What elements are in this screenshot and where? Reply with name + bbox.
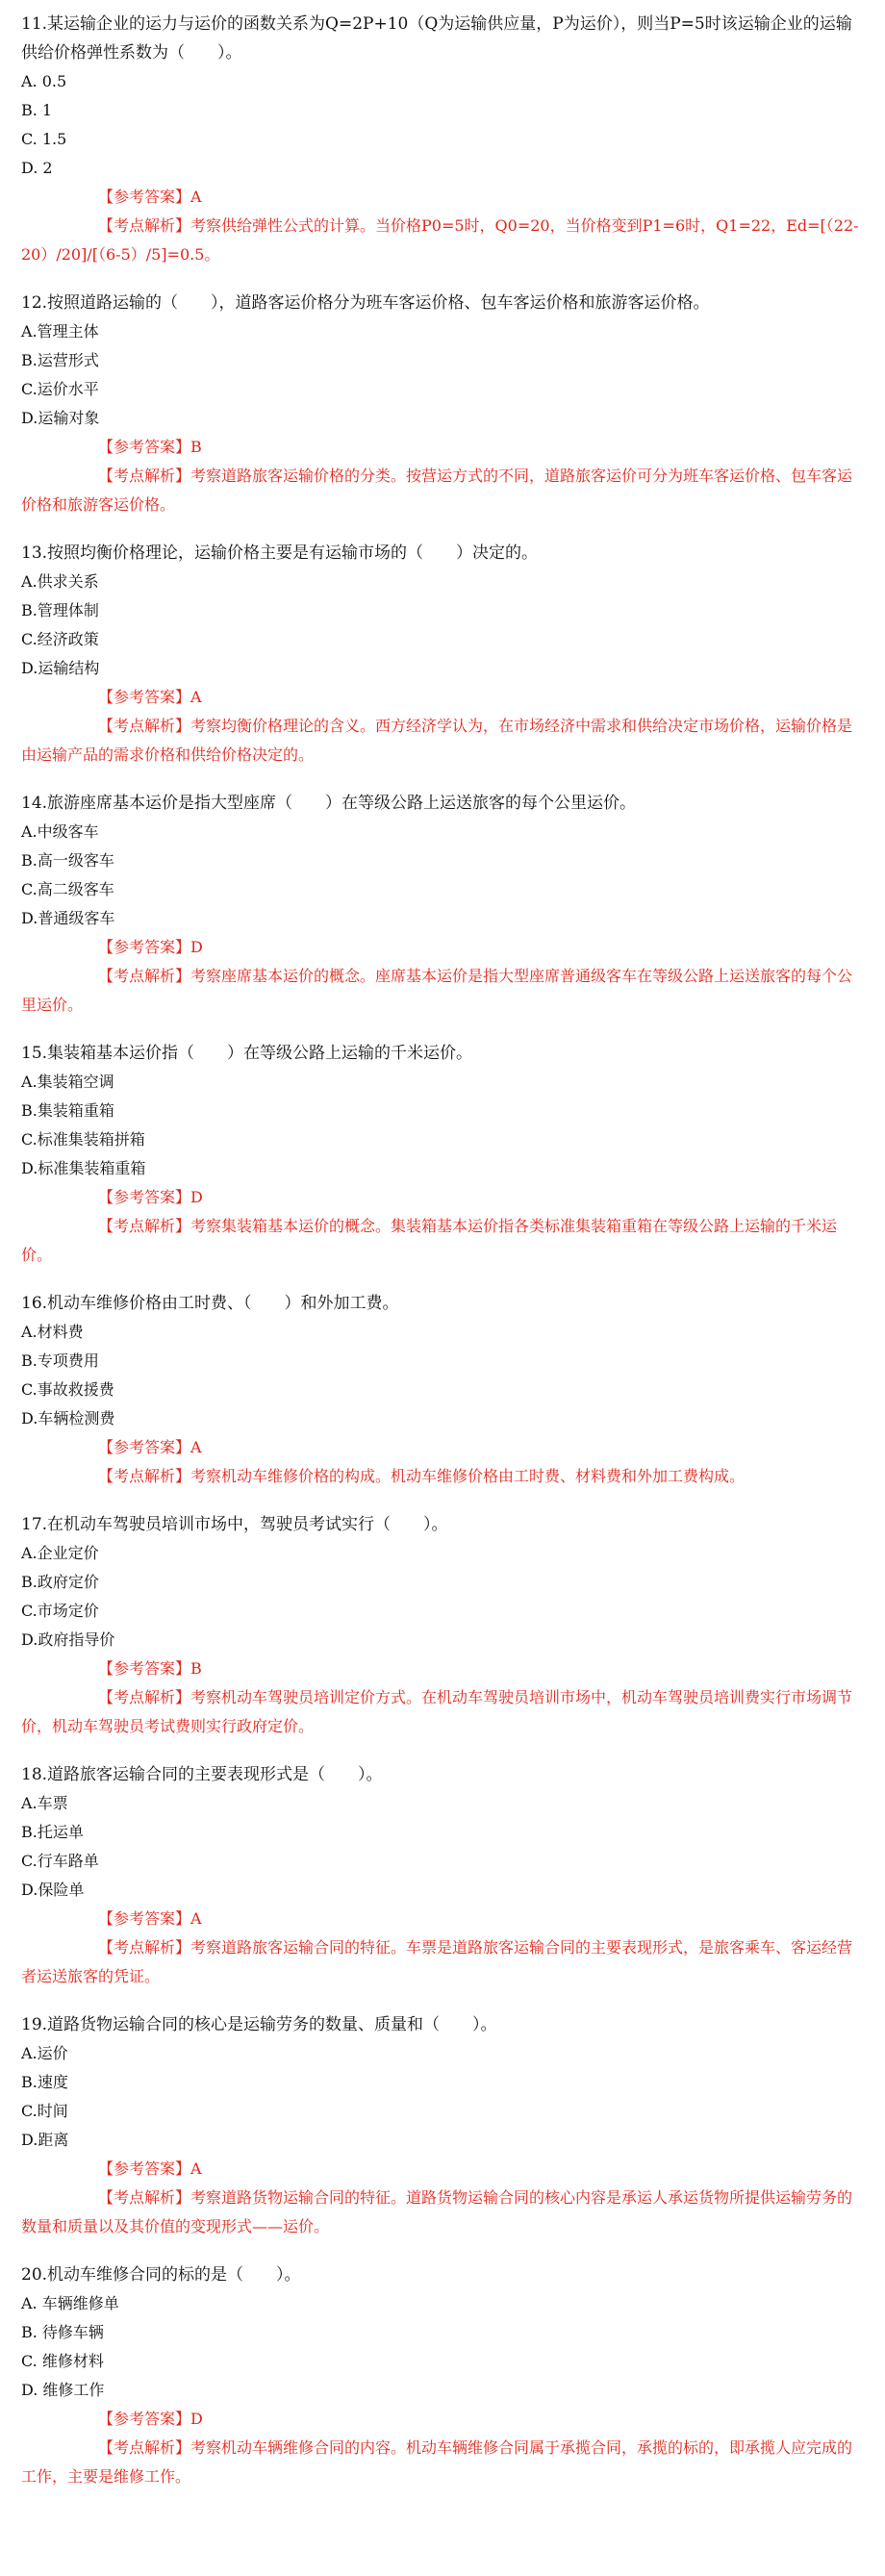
question-stem: 14.旅游座席基本运价是指大型座席（ ）在等级公路上运送旅客的每个公里运价。	[21, 794, 637, 813]
question-17	[21, 1510, 868, 1741]
option-c: C.市场定价	[21, 1602, 99, 1620]
option-c: C.标准集装箱拼箱	[21, 1130, 145, 1149]
option-d: D.运输结构	[21, 659, 100, 677]
option-d: D.运输对象	[21, 409, 100, 427]
answer-value: B	[190, 1659, 202, 1678]
question-stem: 16.机动车维修价格由工时费、（ ）和外加工费。	[21, 1294, 399, 1313]
answer-value: D	[190, 1188, 203, 1206]
explanation	[21, 1212, 868, 1270]
option-a: A.供求关系	[21, 572, 99, 591]
question-stem: 15.集装箱基本运价指（ ）在等级公路上运输的千米运价。	[21, 1044, 473, 1063]
reference-answer	[21, 183, 868, 212]
explain-label: 【考点解析】	[98, 1938, 191, 1957]
question-20	[21, 2260, 868, 2491]
option-d: D.普通级客车	[21, 909, 115, 927]
question-19	[21, 2010, 868, 2241]
option-d: D.保险单	[21, 1881, 85, 1899]
explain-label: 【考点解析】	[98, 1217, 191, 1235]
explain-label: 【考点解析】	[98, 216, 191, 235]
explain-text: 考察机动车辆维修合同的内容。机动车辆维修合同属于承揽合同，承揽的标的，即承揽人应完成的工作，主要是维修工作。	[21, 2438, 853, 2486]
option-b: B. 1	[21, 101, 53, 119]
explanation	[21, 1462, 868, 1491]
option-a: A. 0.5	[21, 72, 67, 90]
question-11	[21, 10, 868, 269]
option-c: C. 维修材料	[21, 2352, 104, 2370]
question-15	[21, 1039, 868, 1270]
explain-text: 考察机动车维修价格的构成。机动车维修价格由工时费、材料费和外加工费构成。	[190, 1467, 746, 1485]
answer-label: 【参考答案】	[98, 2159, 191, 2178]
option-c: C.行车路单	[21, 1852, 99, 1870]
question-stem: 13.按照均衡价格理论，运输价格主要是有运输市场的（ ）决定的。	[21, 543, 539, 563]
explain-label: 【考点解析】	[98, 1688, 191, 1706]
option-c: C.运价水平	[21, 380, 99, 398]
answer-label: 【参考答案】	[98, 1659, 191, 1678]
option-b: B.管理体制	[21, 601, 99, 619]
explanation	[21, 2184, 868, 2241]
answer-label: 【参考答案】	[98, 688, 191, 706]
question-stem: 18.道路旅客运输合同的主要表现形式是（ ）。	[21, 1765, 383, 1784]
option-a: A.车票	[21, 1794, 68, 1812]
option-a: A.材料费	[21, 1323, 84, 1341]
question-stem: 17.在机动车驾驶员培训市场中，驾驶员考试实行（ ）。	[21, 1515, 448, 1534]
answer-label: 【参考答案】	[98, 938, 191, 956]
option-b: B.高一级客车	[21, 851, 114, 870]
option-b: B.政府定价	[21, 1573, 99, 1591]
option-a: A.中级客车	[21, 822, 99, 841]
option-c: C.事故救援费	[21, 1380, 114, 1399]
answer-value: A	[190, 688, 202, 706]
question-stem: 12.按照道路运输的（ ），道路客运价格分为班车客运价格、包车客运价格和旅游客运价格。	[21, 293, 710, 313]
explain-label: 【考点解析】	[98, 1467, 191, 1485]
answer-value: A	[190, 1438, 202, 1456]
explain-text: 考察座席基本运价的概念。座席基本运价是指大型座席普通级客车在等级公路上运送旅客的每个公里运价。	[21, 967, 853, 1014]
reference-answer	[21, 933, 868, 962]
option-b: B. 待修车辆	[21, 2323, 104, 2341]
question-stem: 19.道路货物运输合同的核心是运输劳务的数量、质量和（ ）。	[21, 2015, 497, 2034]
option-a: A.运价	[21, 2044, 68, 2062]
explain-text: 考察供给弹性公式的计算。当价格P0=5时，Q0=20，当价格变到P1=6时，Q1=22，Ed=[（22-20）/20]/[（6-5）/5]=0.5。	[21, 216, 859, 264]
answer-value: D	[190, 938, 203, 956]
explain-text: 考察道路货物运输合同的特征。道路货物运输合同的核心内容是承运人承运货物所提供运输劳务的数量和质量以及其价值的变现形式——运价。	[21, 2188, 853, 2235]
option-c: C. 1.5	[21, 130, 67, 148]
explanation	[21, 2434, 868, 2491]
explain-label: 【考点解析】	[98, 717, 191, 735]
explain-label: 【考点解析】	[98, 2438, 191, 2457]
explain-text: 考察道路旅客运输价格的分类。按营运方式的不同，道路旅客运价可分为班车客运价格、包车客运价格和旅游客运价格。	[21, 467, 853, 514]
question-14	[21, 789, 868, 1020]
reference-answer	[21, 1433, 868, 1462]
option-b: B.运营形式	[21, 351, 99, 369]
reference-answer	[21, 2155, 868, 2184]
question-stem: 20.机动车维修合同的标的是（ ）。	[21, 2265, 301, 2285]
option-c: C.高二级客车	[21, 880, 114, 898]
explanation	[21, 1933, 868, 1991]
option-c: C.经济政策	[21, 630, 99, 648]
option-b: B.集装箱重箱	[21, 1101, 114, 1120]
reference-answer	[21, 1654, 868, 1683]
reference-answer	[21, 1183, 868, 1212]
explain-text: 考察机动车驾驶员培训定价方式。在机动车驾驶员培训市场中，机动车驾驶员培训费实行市场调节价，机动车驾驶员考试费则实行政府定价。	[21, 1688, 853, 1735]
option-d: D.车辆检测费	[21, 1409, 115, 1427]
question-12	[21, 289, 868, 519]
answer-label: 【参考答案】	[98, 1438, 191, 1456]
option-b: B.速度	[21, 2073, 68, 2091]
answer-label: 【参考答案】	[98, 1188, 191, 1206]
option-b: B.专项费用	[21, 1351, 99, 1370]
answer-label: 【参考答案】	[98, 438, 191, 456]
explain-label: 【考点解析】	[98, 467, 191, 485]
question-stem: 11.某运输企业的运力与运价的函数关系为Q=2P+10（Q为运输供应量，P为运价），则当P=5时该运输企业的运输供给价格弹性系数为（ ）。	[21, 14, 852, 63]
explanation	[21, 712, 868, 770]
option-a: A. 车辆维修单	[21, 2294, 119, 2312]
explanation	[21, 1683, 868, 1741]
option-d: D.政府指导价	[21, 1630, 115, 1649]
option-c: C.时间	[21, 2102, 68, 2120]
explain-text: 考察集装箱基本运价的概念。集装箱基本运价指各类标准集装箱重箱在等级公路上运输的千米运价。	[21, 1217, 838, 1264]
option-d: D. 维修工作	[21, 2381, 105, 2399]
answer-label: 【参考答案】	[98, 188, 191, 206]
answer-value: A	[190, 1909, 202, 1928]
answer-label: 【参考答案】	[98, 1909, 191, 1928]
answer-value: D	[190, 2410, 203, 2428]
explanation	[21, 212, 868, 269]
option-a: A.企业定价	[21, 1544, 99, 1562]
explanation	[21, 962, 868, 1020]
reference-answer	[21, 1905, 868, 1933]
reference-answer	[21, 433, 868, 462]
explain-label: 【考点解析】	[98, 967, 191, 985]
option-d: D. 2	[21, 159, 53, 177]
answer-label: 【参考答案】	[98, 2410, 191, 2428]
reference-answer	[21, 683, 868, 712]
question-18	[21, 1760, 868, 1991]
option-a: A.集装箱空调	[21, 1073, 114, 1091]
explain-label: 【考点解析】	[98, 2188, 191, 2207]
explanation	[21, 462, 868, 519]
explain-text: 考察均衡价格理论的含义。西方经济学认为，在市场经济中需求和供给决定市场价格，运输价格是由运输产品的需求价格和供给价格决定的。	[21, 717, 853, 764]
question-13	[21, 539, 868, 770]
question-16	[21, 1289, 868, 1491]
option-d: D.标准集装箱重箱	[21, 1159, 146, 1177]
option-b: B.托运单	[21, 1823, 84, 1841]
option-a: A.管理主体	[21, 322, 99, 341]
answer-value: B	[190, 438, 202, 456]
explain-text: 考察道路旅客运输合同的特征。车票是道路旅客运输合同的主要表现形式，是旅客乘车、客运经营者运送旅客的凭证。	[21, 1938, 853, 1985]
option-d: D.距离	[21, 2131, 69, 2149]
answer-value: A	[190, 188, 202, 206]
reference-answer	[21, 2405, 868, 2434]
answer-value: A	[190, 2159, 202, 2178]
